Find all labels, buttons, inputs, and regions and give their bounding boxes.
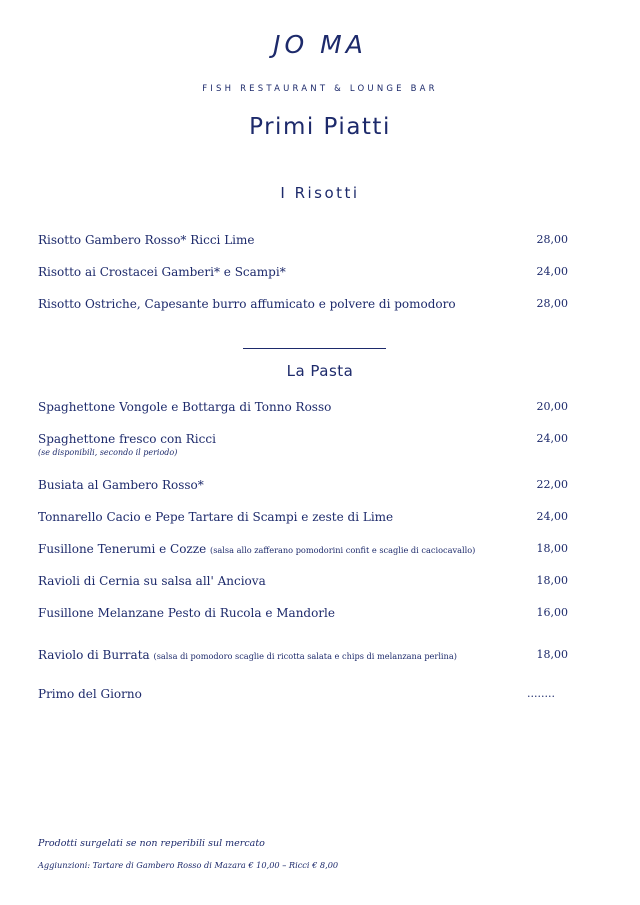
menu-item-price: ........	[527, 687, 555, 700]
menu-item-name: Ravioli di Cernia su salsa all' Anciova	[38, 574, 266, 588]
menu-item	[38, 264, 568, 280]
menu-item-price: 18,00	[536, 542, 568, 555]
menu-item-price: 16,00	[536, 606, 568, 619]
section-title-pasta: La Pasta	[286, 362, 354, 380]
page-title: Primi Piatti	[249, 114, 391, 140]
menu-item	[38, 509, 568, 525]
menu-item-name: Risotto ai Crostacei Gamberi* e Scampi*	[38, 265, 286, 279]
footer-note-frozen: Prodotti surgelati se non reperibili sul mercato	[38, 838, 265, 849]
menu-item-name: Primo del Giorno	[38, 687, 142, 701]
menu-item-note: (salsa di pomodoro scaglie di ricotta salata e chips di melanzana perlina)	[153, 651, 457, 661]
menu-item-name: Raviolo di Burrata	[38, 648, 150, 662]
section-title-risotti: I Risotti	[280, 184, 360, 202]
menu-item	[38, 477, 568, 493]
menu-item	[38, 686, 568, 702]
menu-item-name: Risotto Ostriche, Capesante burro affumicato e polvere di pomodoro	[38, 297, 456, 311]
menu-item	[38, 573, 568, 589]
menu-item-price: 20,00	[536, 400, 568, 413]
menu-item-price: 22,00	[536, 478, 568, 491]
menu-item-name: Spaghettone Vongole e Bottarga di Tonno Rosso	[38, 400, 332, 414]
menu-item-price: 18,00	[536, 574, 568, 587]
menu-item-name: Tonnarello Cacio e Pepe Tartare di Scampi e zeste di Lime	[38, 510, 394, 524]
section-divider	[243, 348, 386, 349]
menu-item	[38, 605, 568, 621]
menu-item-price: 28,00	[536, 297, 568, 310]
menu-item	[38, 541, 568, 558]
menu-item-name: Fusillone Tenerumi e Cozze	[38, 542, 207, 556]
restaurant-tagline: FISH RESTAURANT & LOUNGE BAR	[202, 84, 438, 94]
restaurant-logo: JO MA	[273, 30, 367, 59]
menu-item-note: (salsa allo zafferano pomodorini confit e scaglie di caciocavallo)	[210, 545, 476, 555]
menu-item-line	[38, 647, 568, 664]
menu-item-name: Busiata al Gambero Rosso*	[38, 478, 204, 492]
menu-item-price: 24,00	[536, 432, 568, 445]
menu-item	[38, 399, 568, 415]
menu-item	[38, 647, 568, 664]
menu-item	[38, 232, 568, 248]
menu-item-subnote: (se disponibili, secondo il periodo)	[38, 448, 178, 457]
footer-note-additions: Aggiunzioni: Tartare di Gambero Rosso di Mazara € 10,00 – Ricci € 8,00	[38, 860, 339, 870]
menu-item	[38, 296, 568, 312]
menu-item-price: 24,00	[536, 265, 568, 278]
menu-item-price: 18,00	[536, 648, 568, 661]
menu-item-price: 28,00	[536, 233, 568, 246]
menu-item-name: Spaghettone fresco con Ricci	[38, 432, 216, 446]
menu-item-name: Risotto Gambero Rosso* Ricci Lime	[38, 233, 255, 247]
menu-item-line	[38, 541, 568, 558]
menu-item-name: Fusillone Melanzane Pesto di Rucola e Mandorle	[38, 606, 335, 620]
menu-item	[38, 431, 568, 458]
menu-item-price: 24,00	[536, 510, 568, 523]
